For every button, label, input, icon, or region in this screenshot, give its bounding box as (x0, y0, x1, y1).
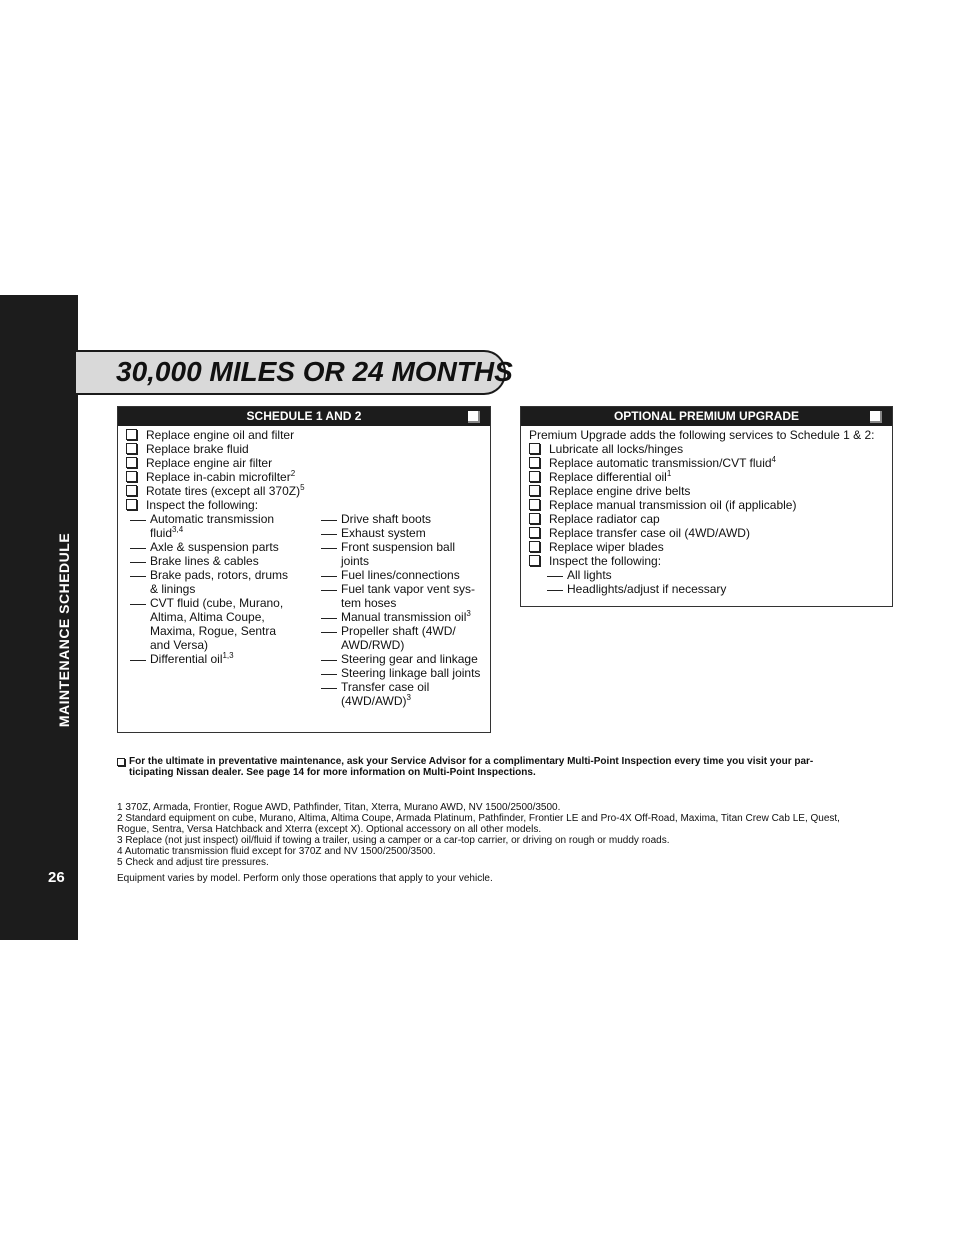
checkbox-icon[interactable] (529, 485, 540, 496)
checkbox-icon[interactable] (126, 485, 137, 496)
inspect-item: Steering linkage ball joints (321, 666, 480, 680)
list-item: Replace radiator cap (529, 512, 660, 526)
inspect-item: Brake lines & cables (130, 554, 259, 568)
footnote: 4 Automatic transmission fluid except for 370Z and NV 1500/2500/3500. (117, 846, 436, 857)
checkbox-icon[interactable] (529, 499, 540, 510)
inspect-item: Brake pads, rotors, drums (130, 568, 288, 582)
list-item: Rotate tires (except all 370Z)$^5$ (126, 484, 305, 498)
blank-line[interactable] (321, 674, 337, 675)
note-line: ticipating Nissan dealer. See page 14 for more information on Multi-Point Inspections. (129, 767, 536, 778)
footnote: 3 Replace (not just inspect) oil/fluid if towing a trailer, using a camper or a car-top carrier, or driving on rough or muddy roads. (117, 835, 670, 846)
checkbox-icon[interactable] (870, 411, 882, 423)
inspect-item: Fuel tank vapor vent sys- (321, 582, 475, 596)
blank-line[interactable] (321, 632, 337, 633)
blank-line[interactable] (321, 618, 337, 619)
blank-line[interactable] (130, 520, 146, 521)
checkbox-icon[interactable] (126, 499, 137, 510)
checkbox-icon[interactable] (126, 457, 137, 468)
blank-line[interactable] (321, 590, 337, 591)
list-item: Replace wiper blades (529, 540, 664, 554)
inspect-item-cont: AWD/RWD) (341, 638, 405, 652)
inspect-item-cont: fluid$^{3,4}$ (150, 525, 184, 540)
list-item: Replace transfer case oil (4WD/AWD) (529, 526, 750, 540)
inspect-item: Front suspension ball (321, 540, 455, 554)
footnote: Rogue, Sentra, Versa Hatchback and Xterra (except X). Optional accessory on all other models. (117, 824, 542, 835)
blank-line[interactable] (321, 688, 337, 689)
premium-header-label: OPTIONAL PREMIUM UPGRADE (613, 409, 800, 423)
checkbox-icon[interactable] (126, 443, 137, 454)
note-line: For the ultimate in preventative maintenance, ask your Service Advisor for a complimentary Multi-Point Inspection every time you visit your par- (129, 756, 814, 767)
checkbox-icon[interactable] (529, 443, 540, 454)
list-item: Lubricate all locks/hinges (529, 442, 683, 456)
equipment-note: Equipment varies by model. Perform only those operations that apply to your vehicle. (117, 873, 493, 884)
page-number: 26 (48, 869, 65, 886)
inspect-item: Exhaust system (321, 526, 426, 540)
schedule-header-label: SCHEDULE 1 AND 2 (246, 409, 362, 423)
list-item: Replace manual transmission oil (if applicable) (529, 498, 796, 512)
inspect-item-cont: Maxima, Rogue, Sentra (150, 624, 277, 638)
blank-line[interactable] (130, 548, 146, 549)
list-item: Replace engine oil and filter (126, 428, 294, 442)
checkbox-icon[interactable] (529, 555, 540, 566)
schedule-header (118, 407, 490, 426)
list-item: Replace differential oil$^1$ (529, 470, 671, 484)
blank-line[interactable] (130, 604, 146, 605)
inspect-item: Drive shaft boots (321, 512, 431, 526)
inspect-item-cont: $(4WD/AWD)^3$ (341, 693, 411, 708)
blank-line[interactable] (321, 576, 337, 577)
inspect-item: Automatic transmission (130, 512, 274, 526)
footnote: 1 370Z, Armada, Frontier, Rogue AWD, Pathfinder, Titan, Xterra, Murano AWD, NV 1500/2500/3500. (117, 802, 561, 813)
list-item: Replace engine air filter (126, 456, 272, 470)
premium-intro: Premium Upgrade adds the following services to Schedule 1 & 2: (529, 428, 875, 442)
list-item: Replace in-cabin microfilter$^2$ (126, 470, 295, 484)
inspect-item: Steering gear and linkage (321, 652, 478, 666)
blank-line[interactable] (130, 562, 146, 563)
checkbox-icon[interactable] (126, 471, 137, 482)
inspect-item: Axle & suspension parts (130, 540, 279, 554)
inspect-item-cont: Altima, Altima Coupe, (150, 610, 265, 624)
inspect-item: All lights (547, 568, 612, 582)
premium-header (521, 407, 892, 426)
inspect-item: Manual transmission oil$^3$ (321, 610, 471, 624)
section-title: MAINTENANCE SCHEDULE (56, 532, 72, 728)
inspect-item: Differential oil$^{1,3}$ (130, 652, 234, 666)
blank-line[interactable] (547, 590, 563, 591)
checkbox-icon[interactable] (529, 471, 540, 482)
blank-line[interactable] (321, 534, 337, 535)
checkbox-icon[interactable] (126, 429, 137, 440)
list-item: Inspect the following: (126, 498, 258, 512)
inspect-item-cont: & linings (150, 582, 196, 596)
inspect-item-cont: joints (341, 554, 370, 568)
checkbox-icon[interactable] (529, 541, 540, 552)
footnote: 5 Check and adjust tire pressures. (117, 857, 269, 868)
blank-line[interactable] (321, 548, 337, 549)
blank-line[interactable] (130, 576, 146, 577)
inspect-item: Propeller shaft (4WD/ (321, 624, 456, 638)
checkbox-icon[interactable] (529, 513, 540, 524)
blank-line[interactable] (547, 576, 563, 577)
blank-line[interactable] (321, 660, 337, 661)
inspection-note (117, 756, 887, 778)
list-item: Replace brake fluid (126, 442, 249, 456)
inspect-item-cont: tem hoses (341, 596, 397, 610)
blank-line[interactable] (321, 520, 337, 521)
list-item: Replace automatic transmission/CVT fluid$^4$ (529, 456, 776, 470)
list-item: Inspect the following: (529, 554, 661, 568)
inspect-item: CVT fluid (cube, Murano, (130, 596, 283, 610)
checkbox-icon[interactable] (117, 758, 125, 766)
inspect-item: Fuel lines/connections (321, 568, 460, 582)
blank-line[interactable] (130, 660, 146, 661)
checkbox-icon[interactable] (468, 411, 480, 423)
checkbox-icon[interactable] (529, 457, 540, 468)
inspect-item: Headlights/adjust if necessary (547, 582, 726, 596)
footnote: 2 Standard equipment on cube, Murano, Altima, Altima Coupe, Armada Platinum, Pathfinder, Frontier LE and Pro-4X Off-Road, Maxima, Titan Crew Cab LE, Quest, (117, 813, 840, 824)
list-item: Replace engine drive belts (529, 484, 690, 498)
checkbox-icon[interactable] (529, 527, 540, 538)
page-title: 30,000 MILES OR 24 MONTHS (116, 356, 513, 387)
inspect-item-cont: and Versa) (150, 638, 209, 652)
inspect-item: Transfer case oil (321, 680, 429, 694)
